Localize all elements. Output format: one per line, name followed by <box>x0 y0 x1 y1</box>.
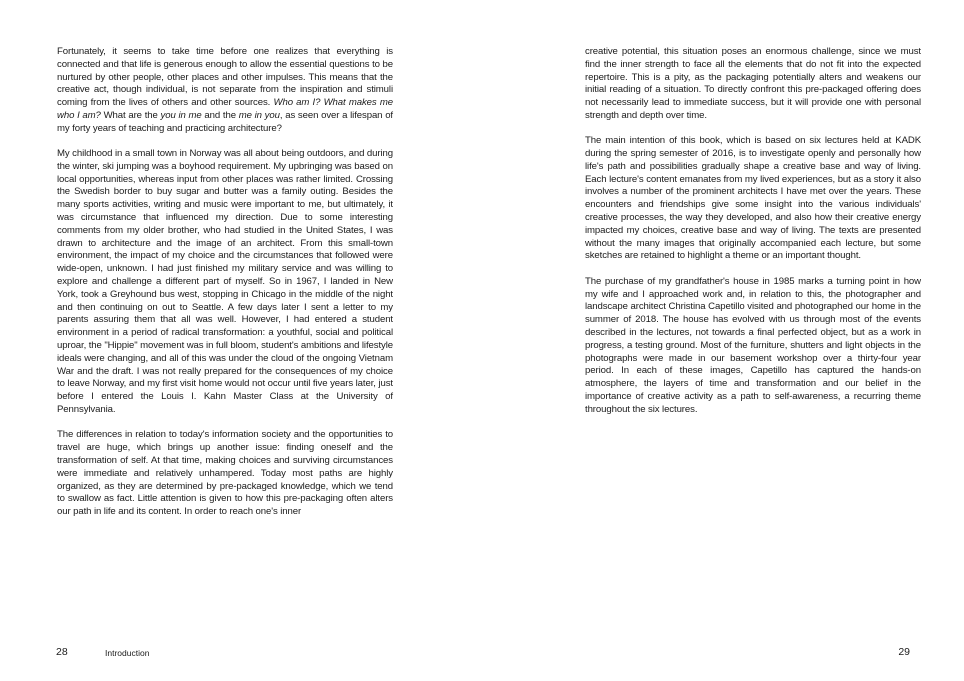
body-paragraph: Fortunately, it seems to take time before one realizes that everything is connected and that life is generous enough to allow the essential questions to be nurtured by other people, other places and other impulses. This means that the creative act, though individual, is not separate from the inspiration and stimuli coming from the lives of others and other sources. Who am I? What makes me who I am? What are the you in me and the me in you, as seen over a lifespan of my forty years of teaching and practicing architecture? <box>57 46 393 134</box>
right-page-number: 29 <box>898 646 910 658</box>
body-paragraph: creative potential, this situation poses an enormous challenge, since we must find the inner strength to face all the elements that do not fit into the expected repertoire. This is a pity, as the packaging potentially alters and weakens our initial reading of a situation. To directly confront this pre-packaged offering does not necessarily lead to immediate success, but it will provide one with personal strength and depth over time. <box>585 46 921 121</box>
body-paragraph: The purchase of my grandfather's house in 1985 marks a turning point in how my wife and I approached work and, in relation to this, the photographer and landscape architect Christina Capetillo visited and photographed our home in the summer of 2018. The house has evolved with us through most of the events described in the lectures, not towards a final perfected object, but as a work in progress, a testing ground. Most of the furniture, shutters and light objects in the photographs were made in our basement workshop over a thirty-four year period. In each of these images, Capetillo has captured the hands-on atmosphere, the layers of time and transformation and our belief in the importance of creative activity as a path to self-awareness, a recurring theme throughout the six lectures. <box>585 275 921 415</box>
body-paragraph: The differences in relation to today's information society and the opportunities to travel are huge, which brings up another issue: finding oneself and the transformation of self. At that time, making choices and surviving circumstances were immediate and relatively unhampered. Today most paths are highly organized, as they are determined by pre-packaged knowledge, which we tend to swallow as fact. Little attention is given to how this pre-packaging often alters our path in life and its content. In order to reach one's inner <box>57 429 393 518</box>
body-paragraph: The main intention of this book, which is based on six lectures held at KADK during the spring semester of 2016, is to investigate openly and personally how life's path and possibilities gradually shape a creative base and way of living. Each lecture's content emanates from my lived experiences, but as a story it also involves a number of the prominent architects I have met over the years. These encounters and friendships give some insight into the various individuals' creative processes, the way they developed, and also how their creative energy impacted my choices, creative base and way of living. The texts are presented without the many images that originally accompanied each lecture, but some sketches are retained to highlight a theme or an important thought. <box>585 135 921 262</box>
right-page-footer <box>482 646 964 662</box>
right-page <box>482 0 964 681</box>
body-paragraph: My childhood in a small town in Norway was all about being outdoors, and during the winter, ski jumping was a boyhood requirement. My upbringing was based on local opportunities, whereas input from other places was rather limited. Crossing the Swedish border to buy sugar and butter was a family outing. Besides the many sports activities, writing and music were important to me, but ultimately, it was circumstance that influenced my direction. Due to some interesting comments from my older brother, who had studied in the United States, I was drawn to architecture and the image of an architect. From this small-town environment, the impact of my choice and the circumstances that followed were wide-open, unknown. I had just finished my military service and was willing to explore and challenge a different part of myself. So in 1967, I landed in New York, took a Greyhound bus west, stopping in Chicago in the middle of the night and then continuing on out to Seattle. A few days later I sent a letter to my parents assuring them that all was well. However, I had entered a student environment in a period of radical transformation: a youthful, social and political uproar, the "Hippie" movement was in full bloom, student's ambitions and lifestyle ideals were changing, and all of this was under the cloud of the ongoing Vietnam War and the draft. I was not really prepared for the consequences of my choice to leave Norway, and my first visit home would not occur until five years later, just before I entered the Louis I. Kahn Master Class at the University of Pennsylvania. <box>57 148 393 416</box>
chapter-label: Introduction <box>105 648 150 658</box>
right-page-text <box>585 46 921 417</box>
left-page-text <box>57 46 393 519</box>
left-page-footer <box>0 646 482 662</box>
left-page-number: 28 <box>56 646 68 658</box>
